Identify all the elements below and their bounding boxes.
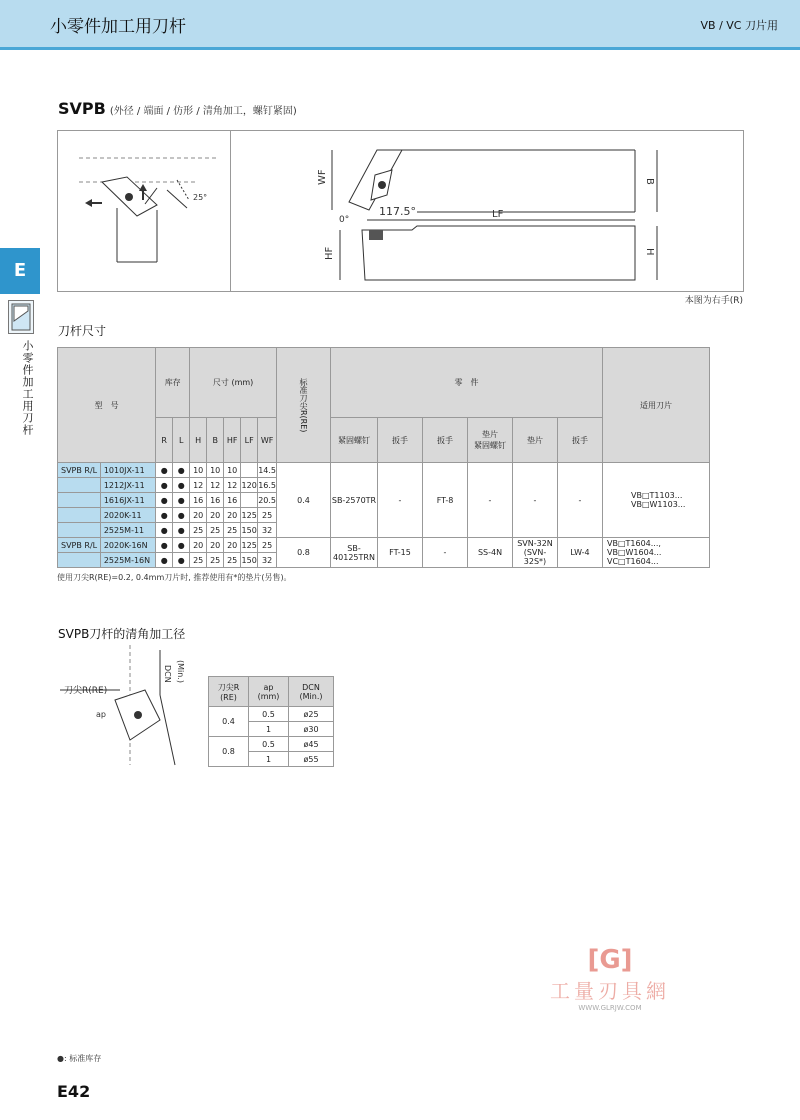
angle-small-label: 25°	[193, 193, 208, 202]
clearance-table	[208, 676, 334, 767]
dcn-label: DCN	[163, 665, 172, 683]
table-note: 使用刀尖R(RE)=0.2, 0.4mm刀片时, 推荐使用有*的垫片(另售)。	[57, 573, 292, 582]
page-number: E42	[57, 1082, 91, 1101]
cell-dcn: ø30	[289, 722, 334, 737]
cell-variant: 2525M-11	[100, 523, 155, 538]
cell-re: 0.4	[277, 463, 331, 538]
cell-r: ●	[156, 553, 173, 568]
cell-b: 20	[207, 508, 224, 523]
cell-shim: -	[513, 463, 558, 538]
cell-l: ●	[173, 523, 190, 538]
cell-b: 25	[207, 523, 224, 538]
cell-shim-screw: SS-4N	[468, 538, 513, 568]
cell-b: 10	[207, 463, 224, 478]
dim-wf: WF	[317, 169, 328, 185]
cell-hf: 25	[224, 523, 241, 538]
cell-lf: 150	[241, 553, 258, 568]
cell-r: ●	[156, 508, 173, 523]
cell-model: SVPB R/L	[58, 538, 101, 553]
table-row	[209, 707, 334, 722]
th-part-wrench2: 扳手	[423, 418, 468, 463]
cell-model: SVPB R/L	[58, 463, 101, 478]
cell-hf: 25	[224, 553, 241, 568]
cell-model	[58, 523, 101, 538]
cell-lf: 150	[241, 523, 258, 538]
dimension-table	[57, 347, 710, 568]
stock-footnote: ●: 标准库存	[57, 1054, 102, 1063]
th-part-shim: 垫片	[513, 418, 558, 463]
cell-h: 20	[190, 538, 207, 553]
cell-shim-screw: -	[468, 463, 513, 538]
tip-radius-label: 刀尖R(RE)	[64, 686, 108, 696]
section-title-clearance: SVPB刀杆的清角加工径	[58, 627, 186, 641]
cell-re: 0.8	[277, 538, 331, 568]
cell-wrench2: -	[423, 538, 468, 568]
cell-dcn: ø25	[289, 707, 334, 722]
th-wf: WF	[258, 418, 277, 463]
cell-re: 0.4	[209, 707, 249, 737]
th-lf: LF	[241, 418, 258, 463]
cell-hf: 16	[224, 493, 241, 508]
cell-b: 20	[207, 538, 224, 553]
th-dims: 尺寸 (mm)	[190, 348, 277, 418]
header-right: VB / VC 刀片用	[700, 19, 778, 32]
cell-variant: 2525M-16N	[100, 553, 155, 568]
cell-h: 20	[190, 508, 207, 523]
watermark-logo	[540, 945, 680, 1012]
cell-wf: 20.5	[258, 493, 277, 508]
th-h: H	[190, 418, 207, 463]
cell-b: 12	[207, 478, 224, 493]
th-part-screw: 紧固螺钉	[331, 418, 378, 463]
cell-wrench2: FT-8	[423, 463, 468, 538]
cell-model	[58, 553, 101, 568]
th-hf: HF	[224, 418, 241, 463]
th-model: 型 号	[58, 348, 156, 463]
th-re: 刀尖R (RE)	[209, 677, 249, 707]
cell-insert: VB□T1604..., VB□W1604... VC□T1604...	[603, 538, 710, 568]
table-row	[58, 538, 710, 553]
cell-lf: 120	[241, 478, 258, 493]
cell-l: ●	[173, 493, 190, 508]
angle-main-label: 117.5°	[379, 205, 416, 218]
cell-h: 16	[190, 493, 207, 508]
cell-r: ●	[156, 463, 173, 478]
logo-name: 工量刃具網	[550, 979, 670, 1003]
header-title: 小零件加工用刀杆	[50, 17, 186, 37]
holder-icon	[8, 300, 34, 334]
th-ap: ap (mm)	[249, 677, 289, 707]
product-desc: (外径 / 端面 / 仿形 / 清角加工，螺钉紧固)	[109, 106, 297, 117]
cell-model	[58, 478, 101, 493]
cell-r: ●	[156, 493, 173, 508]
cell-l: ●	[173, 478, 190, 493]
cell-re: 0.8	[209, 737, 249, 767]
dcn-min-label: (Min.)	[176, 660, 185, 683]
th-r: R	[156, 418, 173, 463]
cell-dcn: ø45	[289, 737, 334, 752]
cell-wf: 25	[258, 538, 277, 553]
cell-wf: 32	[258, 523, 277, 538]
cell-lf	[241, 463, 258, 478]
cell-screw: SB- 40125TRN	[331, 538, 378, 568]
product-code: SVPB	[58, 99, 106, 118]
side-tab-e[interactable]: E	[0, 248, 40, 294]
cell-l: ●	[173, 463, 190, 478]
cell-insert: VB□T1103... VB□W1103...	[603, 463, 710, 538]
cell-b: 16	[207, 493, 224, 508]
cell-wrench3: -	[558, 463, 603, 538]
zero-angle-label: 0°	[339, 215, 350, 225]
cell-lf	[241, 493, 258, 508]
cell-wrench3: LW-4	[558, 538, 603, 568]
cell-dcn: ø55	[289, 752, 334, 767]
cell-wf: 25	[258, 508, 277, 523]
cell-shim: SVN-32N (SVN-32S*)	[513, 538, 558, 568]
dim-hf: HF	[324, 246, 335, 260]
cell-variant: 1010JX-11	[100, 463, 155, 478]
product-title	[58, 99, 297, 118]
dim-b: B	[644, 178, 655, 185]
th-part-shim-screw: 垫片 紧固螺钉	[468, 418, 513, 463]
logo-mark: [G]	[587, 945, 633, 975]
th-dcn: DCN (Min.)	[289, 677, 334, 707]
side-text: 小零件加工用刀杆	[21, 340, 34, 436]
cell-variant: 2020K-16N	[100, 538, 155, 553]
cell-r: ●	[156, 478, 173, 493]
cell-r: ●	[156, 523, 173, 538]
tool-drawing	[57, 130, 744, 292]
table-row	[209, 737, 334, 752]
figure-caption: 本图为右手(R)	[684, 296, 743, 306]
cell-h: 25	[190, 553, 207, 568]
clearance-drawing	[60, 645, 200, 770]
cell-hf: 20	[224, 538, 241, 553]
cell-variant: 1616JX-11	[100, 493, 155, 508]
cell-hf: 20	[224, 508, 241, 523]
cell-r: ●	[156, 538, 173, 553]
cell-b: 25	[207, 553, 224, 568]
page-header	[0, 0, 800, 50]
th-insert: 适用刀片	[603, 348, 710, 463]
cell-l: ●	[173, 553, 190, 568]
cell-h: 25	[190, 523, 207, 538]
cell-wrench1: -	[378, 463, 423, 538]
cell-lf: 125	[241, 508, 258, 523]
ap-label: ap	[96, 710, 106, 719]
th-part-wrench3: 扳手	[558, 418, 603, 463]
cell-ap: 1	[249, 752, 289, 767]
cell-ap: 0.5	[249, 737, 289, 752]
section-title-dimensions: 刀杆尺寸	[58, 324, 107, 338]
cell-model	[58, 508, 101, 523]
cell-wrench1: FT-15	[378, 538, 423, 568]
cell-variant: 1212JX-11	[100, 478, 155, 493]
th-b: B	[207, 418, 224, 463]
th-part-wrench1: 扳手	[378, 418, 423, 463]
cell-lf: 125	[241, 538, 258, 553]
cell-ap: 1	[249, 722, 289, 737]
table-row	[58, 463, 710, 478]
cell-h: 12	[190, 478, 207, 493]
th-re: 标准刀尖R(RE)	[277, 348, 331, 463]
cell-l: ●	[173, 538, 190, 553]
cell-screw: SB-2570TR	[331, 463, 378, 538]
dim-h: H	[644, 248, 655, 256]
cell-hf: 10	[224, 463, 241, 478]
dim-lf: LF	[492, 209, 504, 220]
th-stock: 库存	[156, 348, 190, 418]
th-parts: 零 件	[331, 348, 603, 418]
cell-wf: 16.5	[258, 478, 277, 493]
cell-variant: 2020K-11	[100, 508, 155, 523]
cell-l: ●	[173, 508, 190, 523]
cell-ap: 0.5	[249, 707, 289, 722]
cell-h: 10	[190, 463, 207, 478]
cell-model	[58, 493, 101, 508]
cell-wf: 32	[258, 553, 277, 568]
logo-url: WWW.GLRJW.COM	[578, 1004, 642, 1012]
cell-wf: 14.5	[258, 463, 277, 478]
cell-hf: 12	[224, 478, 241, 493]
th-l: L	[173, 418, 190, 463]
